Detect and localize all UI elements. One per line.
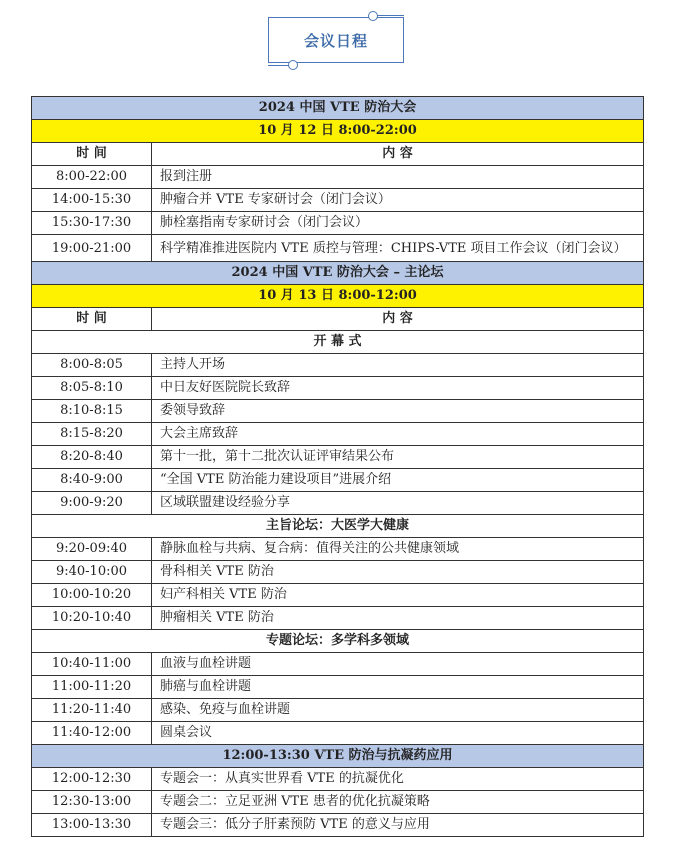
row-time: 11:40-12:00 (32, 722, 152, 745)
row-content: 妇产科相关 VTE 防治 (152, 584, 644, 607)
row-time: 10:40-11:00 (32, 653, 152, 676)
table-row (32, 235, 644, 262)
day1-title-row (32, 97, 644, 120)
row-content: 肿瘤相关 VTE 防治 (152, 607, 644, 630)
row-time: 8:15-8:20 (32, 423, 152, 446)
table-row (32, 653, 644, 676)
table-row (32, 492, 644, 515)
row-content: 感染、免疫与血栓讲题 (152, 699, 644, 722)
table-row (32, 377, 644, 400)
row-time: 9:40-10:00 (32, 561, 152, 584)
col-header-time: 时 间 (32, 143, 152, 166)
section-row-opening (32, 331, 644, 354)
day1-date-row (32, 120, 644, 143)
afternoon-title: 12:00-13:30 VTE 防治与抗凝药应用 (32, 745, 644, 768)
day1-header-row (32, 143, 644, 166)
row-time: 11:20-11:40 (32, 699, 152, 722)
day2-date: 10 月 13 日 8:00-12:00 (32, 285, 644, 308)
table-row (32, 584, 644, 607)
row-content: 血液与血栓讲题 (152, 653, 644, 676)
row-content: 肺癌与血栓讲题 (152, 676, 644, 699)
table-row (32, 400, 644, 423)
row-content: 骨科相关 VTE 防治 (152, 561, 644, 584)
row-content: 委领导致辞 (152, 400, 644, 423)
row-content: 第十一批，第十二批次认证评审结果公布 (152, 446, 644, 469)
table-row (32, 469, 644, 492)
row-content: 肿瘤合并 VTE 专家研讨会（闭门会议） (152, 189, 644, 212)
table-row (32, 607, 644, 630)
row-content: 报到注册 (152, 166, 644, 189)
day2-date-row (32, 285, 644, 308)
col-header-content: 内 容 (152, 143, 644, 166)
row-content: 圆桌会议 (152, 722, 644, 745)
day1-title: 2024 中国 VTE 防治大会 (32, 97, 644, 120)
row-time: 8:00-22:00 (32, 166, 152, 189)
section-title-keynote: 主旨论坛：大医学大健康 (32, 515, 644, 538)
row-content: 中日友好医院院长致辞 (152, 377, 644, 400)
row-time: 14:00-15:30 (32, 189, 152, 212)
row-content: 区域联盟建设经验分享 (152, 492, 644, 515)
row-content: 静脉血栓与共病、复合病：值得关注的公共健康领域 (152, 538, 644, 561)
row-content: 科学精准推进医院内 VTE 质控与管理：CHIPS-VTE 项目工作会议（闭门会议） (152, 235, 644, 262)
row-time: 8:20-8:40 (32, 446, 152, 469)
table-row (32, 561, 644, 584)
row-time: 15:30-17:30 (32, 212, 152, 235)
afternoon-title-row (32, 745, 644, 768)
ring-icon (288, 60, 298, 70)
row-content: 专题会三：低分子肝素预防 VTE 的意义与应用 (152, 814, 644, 837)
table-row (32, 814, 644, 837)
table-row (32, 189, 644, 212)
table-row (32, 538, 644, 561)
day1-date: 10 月 12 日 8:00-22:00 (32, 120, 644, 143)
day2-header-row (32, 308, 644, 331)
row-time: 12:30-13:00 (32, 791, 152, 814)
table-row (32, 676, 644, 699)
col-header-time: 时 间 (32, 308, 152, 331)
row-time: 13:00-13:30 (32, 814, 152, 837)
row-time: 8:00-8:05 (32, 354, 152, 377)
schedule-table (31, 96, 644, 837)
table-row (32, 423, 644, 446)
table-row (32, 354, 644, 377)
day2-title-row (32, 262, 644, 285)
table-row (32, 768, 644, 791)
row-time: 12:00-12:30 (32, 768, 152, 791)
row-content: 主持人开场 (152, 354, 644, 377)
section-title-special: 专题论坛：多学科多领域 (32, 630, 644, 653)
table-row (32, 446, 644, 469)
table-row (32, 699, 644, 722)
day2-title: 2024 中国 VTE 防治大会 – 主论坛 (32, 262, 644, 285)
row-time: 8:10-8:15 (32, 400, 152, 423)
table-row (32, 212, 644, 235)
table-row (32, 166, 644, 189)
row-time: 10:00-10:20 (32, 584, 152, 607)
row-content: 专题会二：立足亚洲 VTE 患者的优化抗凝策略 (152, 791, 644, 814)
ring-icon (368, 11, 378, 21)
row-time: 11:00-11:20 (32, 676, 152, 699)
row-time: 8:40-9:00 (32, 469, 152, 492)
col-header-content: 内 容 (152, 308, 644, 331)
row-time: 19:00-21:00 (32, 235, 152, 262)
row-time: 9:00-9:20 (32, 492, 152, 515)
row-content: “全国 VTE 防治能力建设项目”进展介绍 (152, 469, 644, 492)
section-title-opening: 开 幕 式 (32, 331, 644, 354)
badge-decor-line (376, 15, 404, 16)
section-row-special (32, 630, 644, 653)
row-content: 专题会一：从真实世界看 VTE 的抗凝优化 (152, 768, 644, 791)
section-row-keynote (32, 515, 644, 538)
row-time: 10:20-10:40 (32, 607, 152, 630)
badge-decor-line (268, 65, 290, 66)
header-badge (268, 17, 404, 63)
table-row (32, 791, 644, 814)
row-content: 大会主席致辞 (152, 423, 644, 446)
badge-title: 会议日程 (268, 17, 404, 63)
row-time: 8:05-8:10 (32, 377, 152, 400)
table-row (32, 722, 644, 745)
row-time: 9:20-09:40 (32, 538, 152, 561)
row-content: 肺栓塞指南专家研讨会（闭门会议） (152, 212, 644, 235)
